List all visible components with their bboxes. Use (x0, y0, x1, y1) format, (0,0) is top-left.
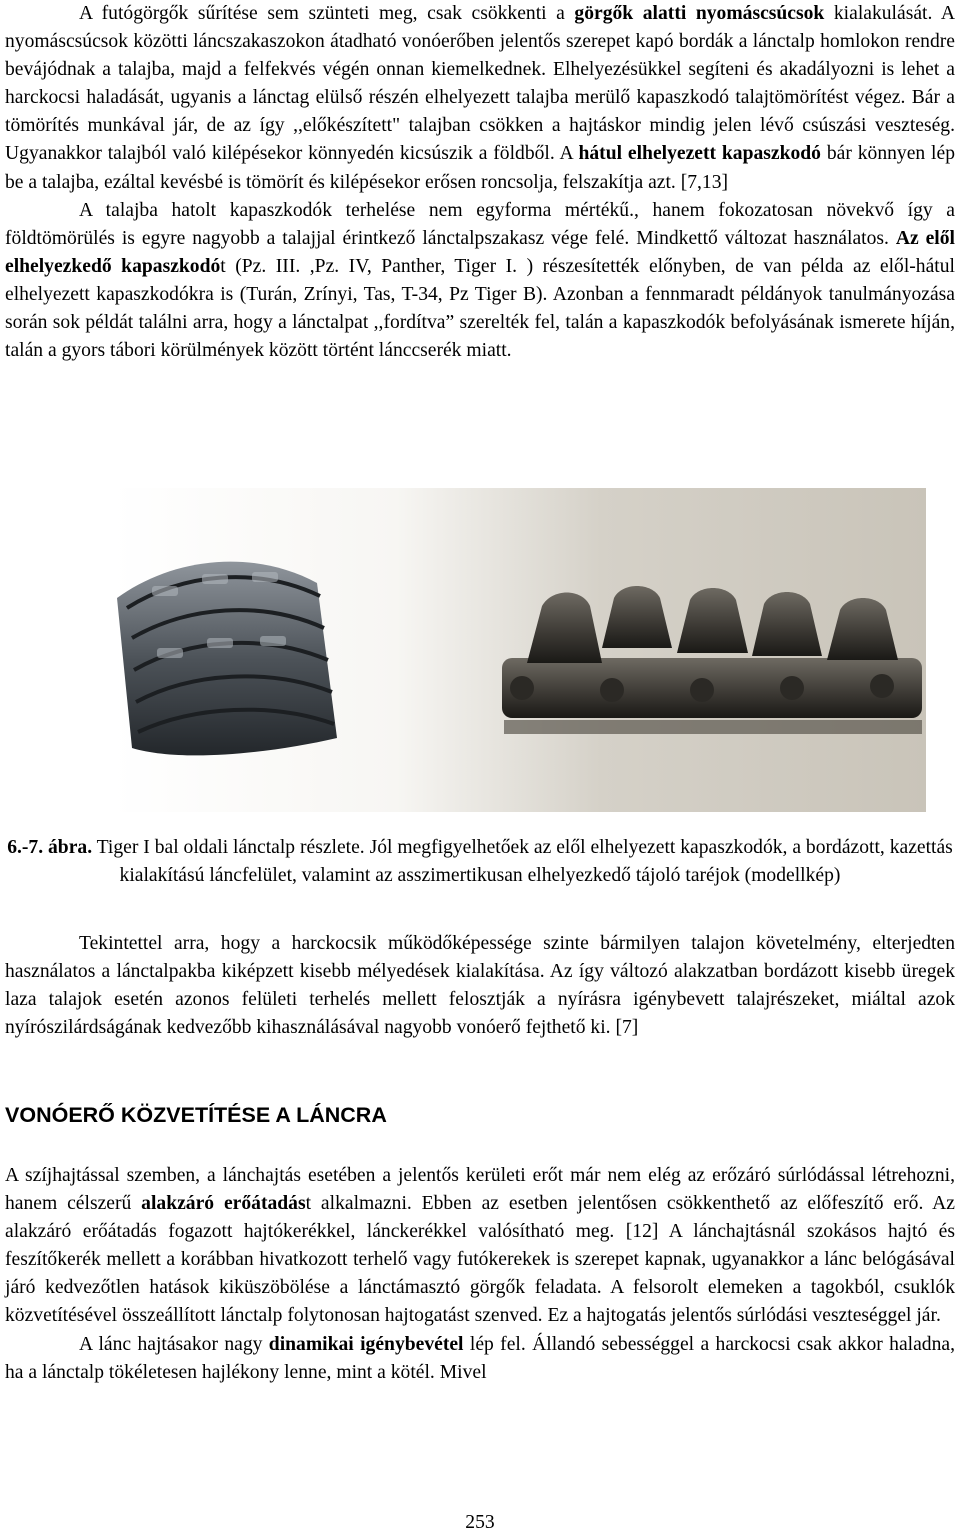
paragraph-3: Tekintettel arra, hogy a harckocsik működőképessége szinte bármilyen talajon követelmény, elterjedten használatos a lánctalpakba kiképzett kisebb mélyedések kialakítása. Az így változó alakzatban bordázott kisebb üregek laza talajok esetén azonos felületi terhelés mellett felosztják a nyírásra igénybevett talajrészeket, miáltal azok nyírószilárdságának kedvezőbb kihasználásával nagyobb vonóerő fejthető ki. [7] (5, 933, 955, 1039)
paragraph-4 (5, 1162, 955, 1387)
bold-term: hátul elhelyezett kapaszkodó (578, 143, 821, 165)
right-track-links (502, 586, 922, 734)
text-run: A futógörgők sűrítése sem szünteti meg, csak csökkenti a (79, 3, 575, 24)
track-photo-figure (112, 488, 926, 812)
text-run: t (Pz. III. ,Pz. IV, Panther, Tiger I. ) részesítették előnyben, de van példa az elől-hátul elhelyezett kapaszkodókra is (Turán, Zrínyi, Tas, T-34, Pz Tiger B). Azonban a fennmaradt példányok tanulmányozása során sok példát találni arra, hogy a lánctalpat ,,fordítva” szerelték fel, talán a kapaszkodók befolyásának ismerete híján, talán a gyors tábori körülmények között történt lánccserék miatt. (5, 255, 955, 362)
bold-term: görgők alatti nyomáscsúcsok (574, 3, 825, 24)
text-run: A lánc hajtásakor nagy (79, 1333, 269, 1355)
bold-term: alakzáró erőátadás (141, 1193, 306, 1215)
caption-text: Tiger I bal oldali lánctalp részlete. Jól megfigyelhetőek az elől elhelyezett kapaszkodók, a bordázott, kazettás kialakítású láncfelület, valamint az asszimertikusan elhelyezkedő tájoló taréjok (modellkép) (92, 836, 953, 887)
page-number: 253 (465, 1512, 495, 1533)
text-run: A szíjhajtással szemben, a lánchajtás esetében a jelentős kerületi erőt már nem elég az erőzáró súrlódással létrehozni, hanem célszerű (5, 1165, 955, 1215)
bold-term: dinamikai igénybevétel (268, 1333, 464, 1355)
section-heading: VONÓERŐ KÖZVETÍTÉSE A LÁNCRA (5, 1103, 387, 1127)
text-run: lép fel. Állandó sebességgel a harckocsi csak akkor haladna, ha a lánctalp tökéletesen hajlékony lenne, mint a kötél. Mivel (5, 1333, 955, 1383)
bold-term: Az elől elhelyezkedő kapaszkodó (5, 227, 955, 277)
track-photo-illustration (112, 488, 926, 812)
text-run: kialakulását. A nyomáscsúcsok közötti láncszakaszokon átadható vonóerőben jelentős szerepet kapó bordák a lánctalp homlokon rendre bevájódnak a talajba, majd a felfekvés végén onnan kiemelkednek. Elhelyezésükkel segíteni és akadályozni is lehet a harckocsi haladását, ugyanis a lánctag elülső részén elhelyezett talajba merülő kapaszkodó talajtömörítést végez. Bár a tömörítés munkával jár, de az így ,,előkészített" talajban csökken a hajtáskor mindig jelen lévő csúszási veszteség. Ugyanakkor talajból való kilépésekor könnyedén kicsúszik a földből. A (5, 3, 955, 165)
text-run: bár könnyen lép be a talajba, ezáltal kevésbé is tömörít és kilépésekor erősen roncsolja, felszakítja azt. [7,13] (5, 143, 955, 193)
paragraph-1 (5, 0, 955, 365)
left-track-links (117, 562, 337, 756)
figure-caption (5, 834, 955, 891)
text-run: t alkalmazni. Ebben az esetben jelentősen csökkenthető az előfeszítő erő. Az alakzáró erőátadás fogazott hajtókerékkel, lánckerékkel valósítható meg. [12] A lánchajtásnál szokásos hajtó és feszítőkerék mellett a korábban hivatkozott terhelő vagy futókerekek is szerepet kapnak, ugyanakkor a lánc belógásával járó kedvezőtlen hatások kiküszöbölése a lánctámasztó görgők feladata. A felsorolt elemeken a tagokból, csuklók közvetítésével összeállított lánctalp folytonosan hajtogatást szenved. Ez a hajtogatás jelentős súrlódási veszteséggel jár. (5, 1193, 955, 1327)
caption-label: 6.-7. ábra. (7, 836, 93, 858)
text-run: A talajba hatolt kapaszkodók terhelése nem egyforma mértékű., hanem fokozatosan növekvő így a földtömörülés is egyre nagyobb a talajjal érintkező lánctalpszakasz vége felé. Mindkettő változat használatos. (5, 199, 955, 249)
